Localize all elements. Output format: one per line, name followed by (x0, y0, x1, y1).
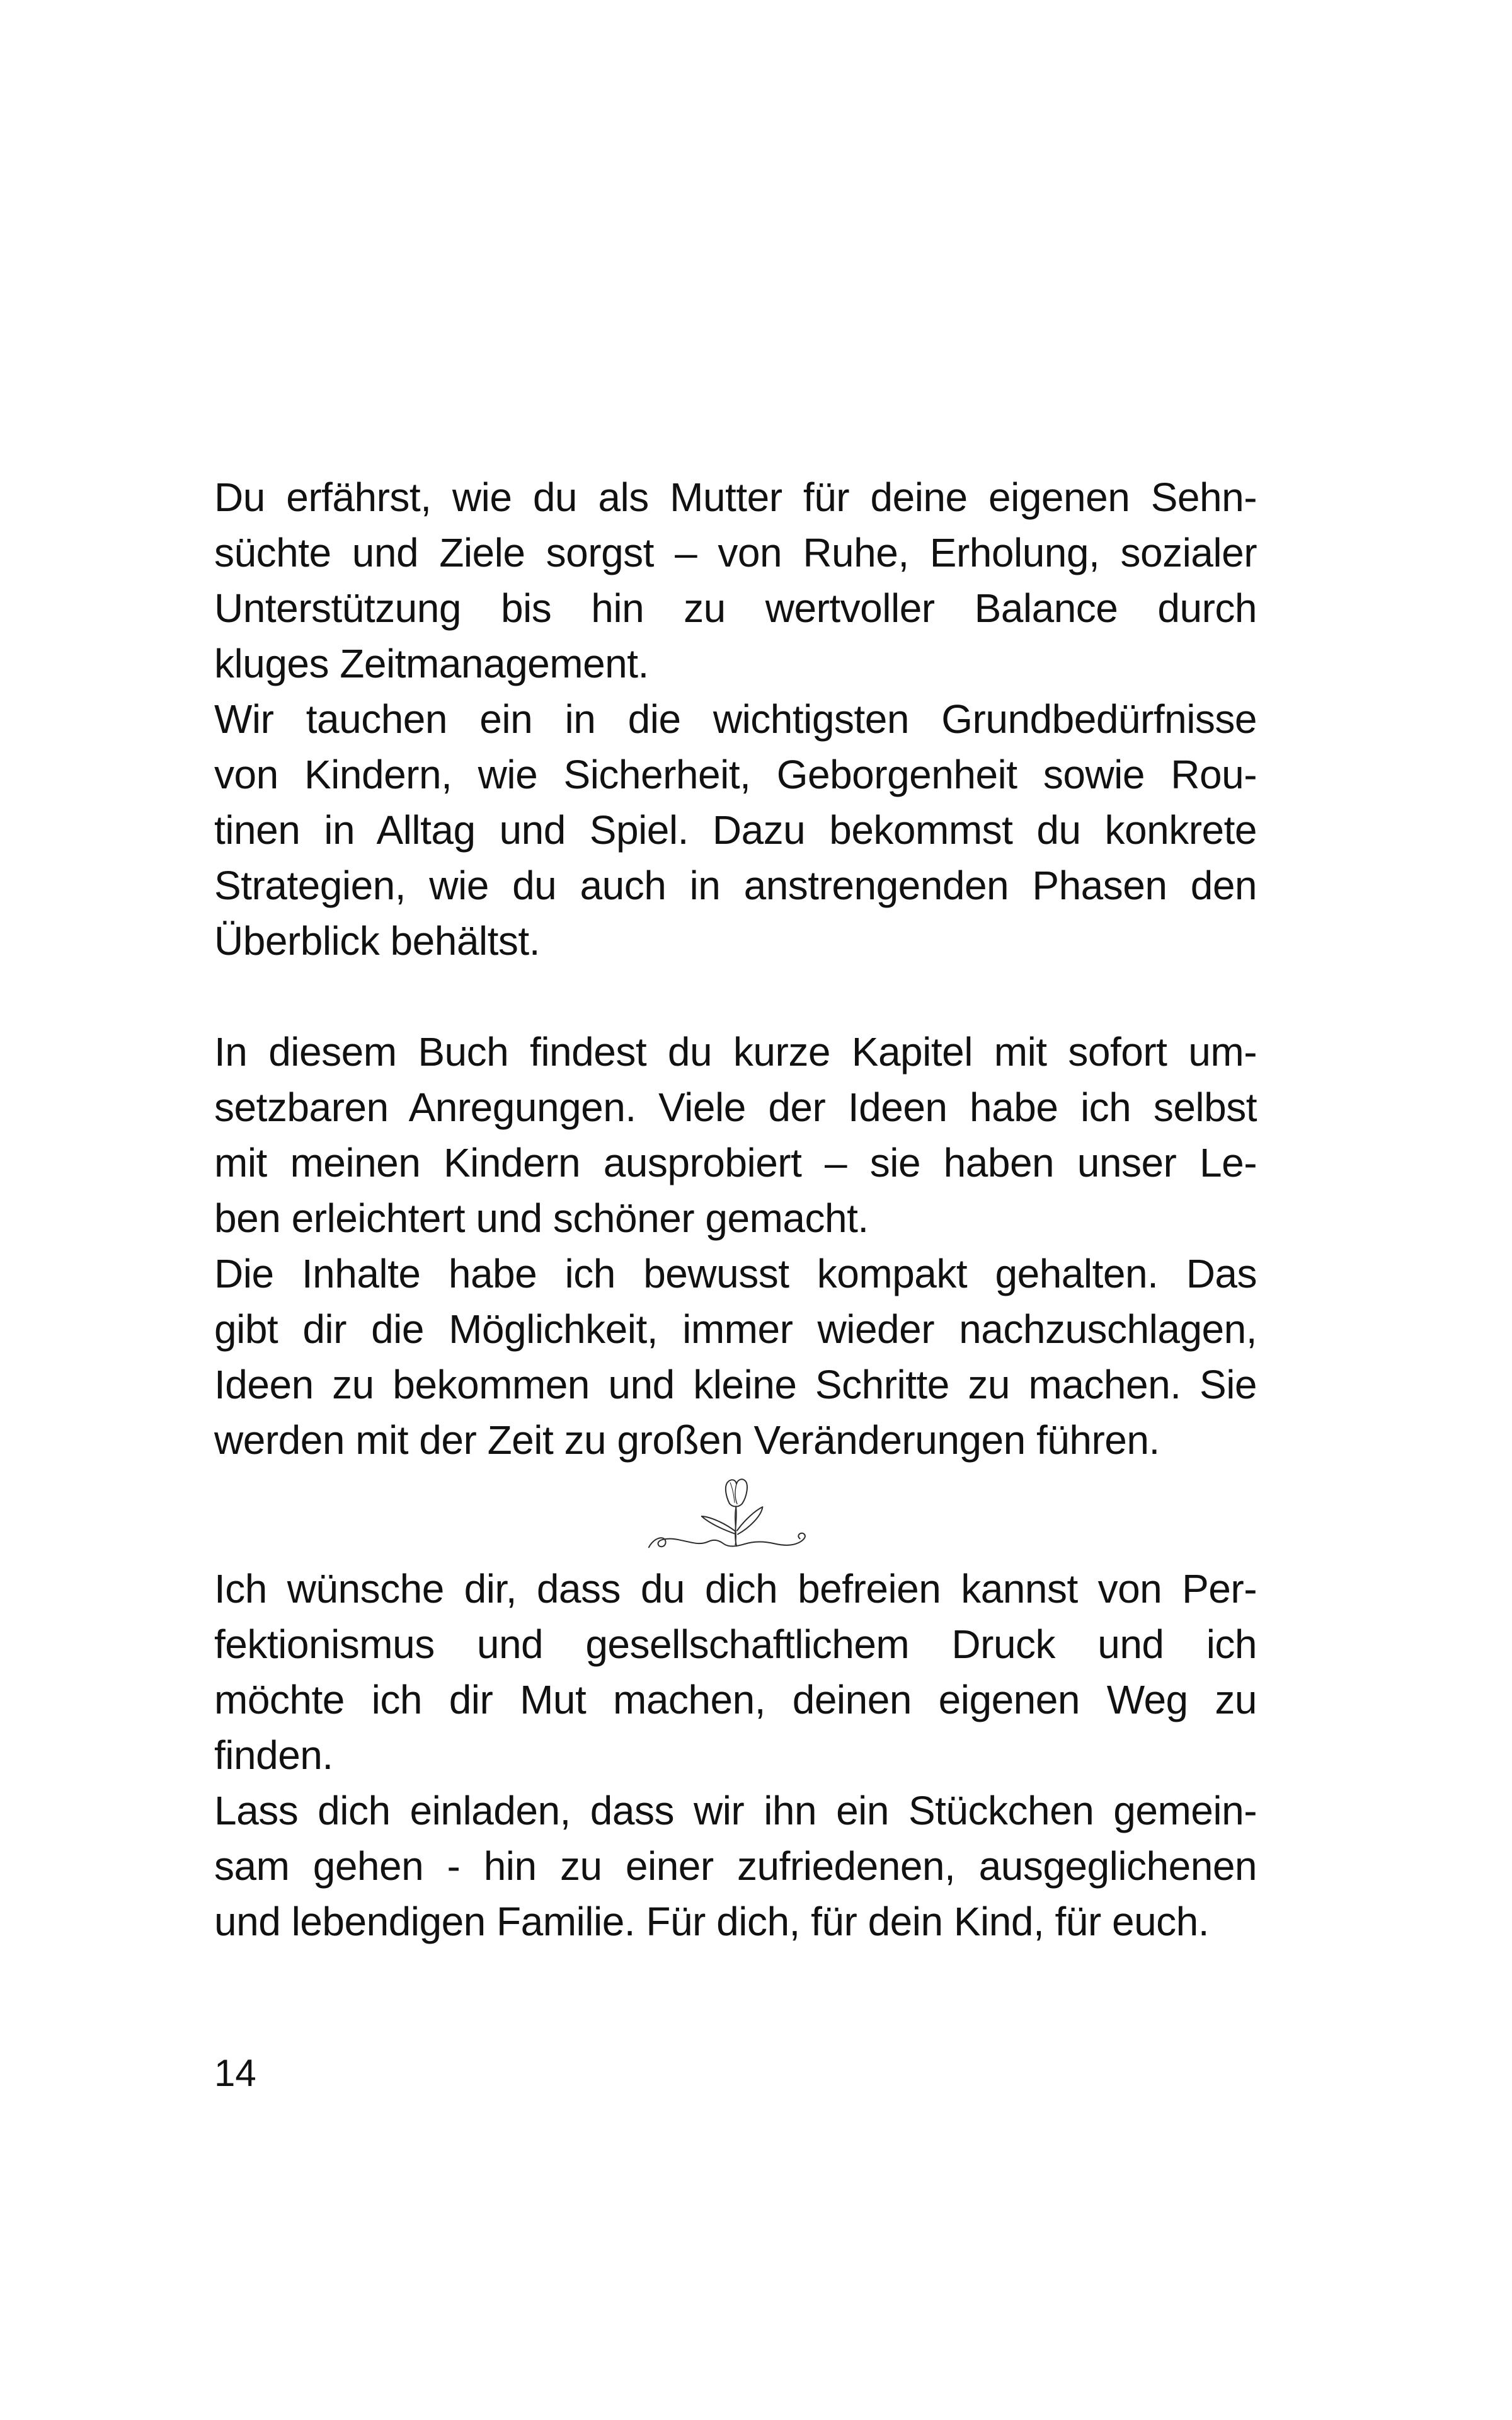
text-line: sam gehen - hin zu einer zufriedenen, ausgeglichenen (214, 1843, 1257, 1889)
text-line: und lebendigen Familie. Für dich, für dein Kind, für euch. (214, 1899, 1210, 1944)
text-line: tinen in Alltag und Spiel. Dazu bekommst du konkrete (214, 807, 1257, 853)
page-number: 14 (214, 2052, 256, 2094)
text-line: ben erleichtert und schöner gemacht. (214, 1196, 869, 1241)
text-line: setzbaren Anregungen. Viele der Ideen habe ich selbst (214, 1085, 1257, 1130)
text-line: von Kindern, wie Sicherheit, Geborgenheit sowie Rou- (214, 752, 1257, 797)
text-line: finden. (214, 1732, 333, 1778)
text-line: süchte und Ziele sorgst – von Ruhe, Erholung, sozialer (214, 530, 1257, 575)
text-line: In diesem Buch findest du kurze Kapitel mit sofort um- (214, 1029, 1257, 1075)
text-line: Ich wünsche dir, dass du dich befreien kannst von Per- (214, 1566, 1257, 1611)
tulip-ornament-icon (635, 1468, 837, 1561)
text-line: gibt dir die Möglichkeit, immer wieder nachzuschlagen, (214, 1306, 1257, 1352)
text-line: kluges Zeitmanagement. (214, 641, 649, 686)
paragraph-4 (214, 1246, 1257, 1468)
text-line: mit meinen Kindern ausprobiert – sie haben unser Le- (214, 1140, 1257, 1185)
text-line: Ideen zu bekommen und kleine Schritte zu machen. Sie (214, 1362, 1257, 1407)
paragraph-2 (214, 691, 1257, 969)
text-line: werden mit der Zeit zu großen Veränderungen führen. (214, 1417, 1160, 1463)
paragraph-1 (214, 470, 1257, 691)
text-line: Überblick behältst. (214, 918, 540, 964)
paragraph-5 (214, 1561, 1257, 1783)
paragraph-3 (214, 1024, 1257, 1246)
text-line: Wir tauchen ein in die wichtigsten Grundbedürfnisse (214, 696, 1257, 742)
text-line: fektionismus und gesellschaftlichem Druck und ich (214, 1622, 1257, 1667)
text-line: möchte ich dir Mut machen, deinen eigenen Weg zu (214, 1677, 1257, 1722)
text-line: Strategien, wie du auch in anstrengenden Phasen den (214, 863, 1257, 908)
text-content (214, 470, 1257, 1949)
ornament (214, 1468, 1257, 1561)
text-line: Unterstützung bis hin zu wertvoller Balance durch (214, 585, 1257, 631)
paragraph-6 (214, 1783, 1257, 1949)
text-line: Du erfährst, wie du als Mutter für deine eigenen Sehn- (214, 475, 1257, 520)
text-line: Die Inhalte habe ich bewusst kompakt gehalten. Das (214, 1251, 1257, 1296)
text-line: Lass dich einladen, dass wir ihn ein Stückchen gemein- (214, 1788, 1257, 1833)
